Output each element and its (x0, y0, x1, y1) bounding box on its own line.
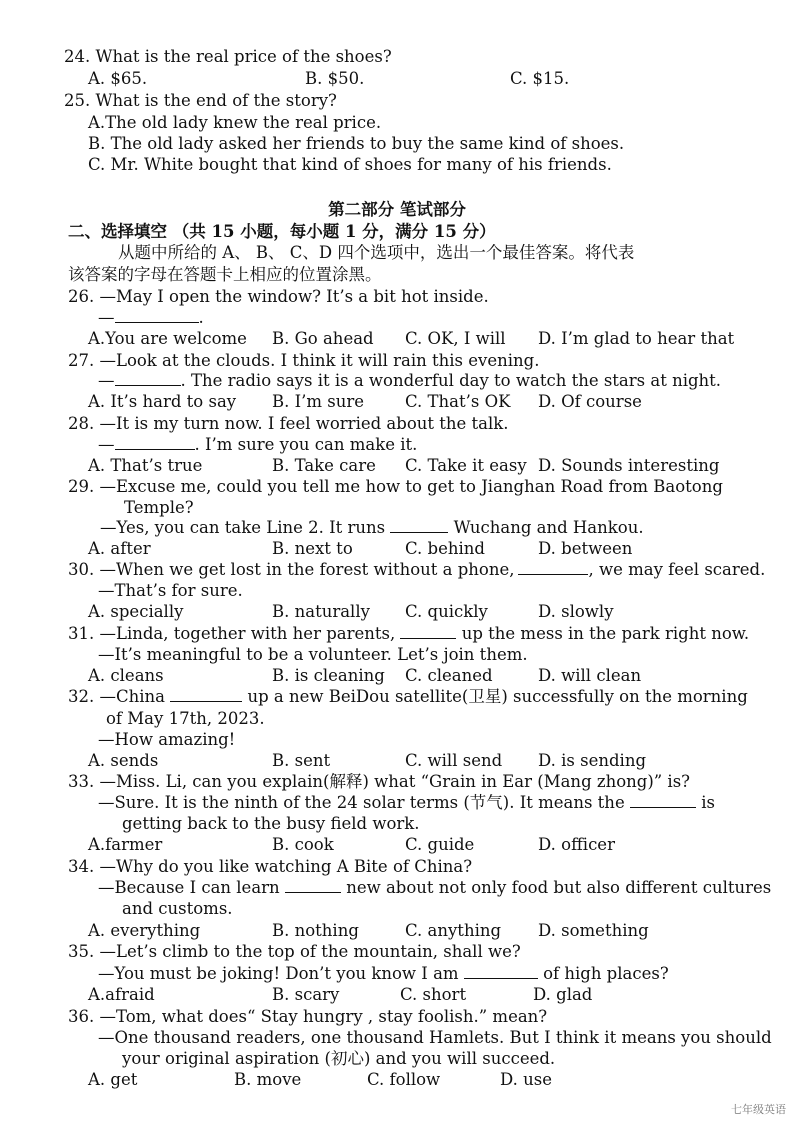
q29-option-b: B. next to (272, 539, 353, 558)
q24-option-c: C. $15. (510, 69, 570, 88)
q25-option-b: B. The old lady asked her friends to buy the same kind of shoes. (88, 134, 625, 153)
q25-option-a: A.The old lady knew the real price. (88, 113, 382, 132)
q35-option-c: C. short (400, 985, 467, 1004)
q30-option-d: D. slowly (538, 602, 614, 621)
q28-option-d: D. Sounds interesting (538, 456, 720, 475)
q28-line1: 28. —It is my turn now. I feel worried about the talk. (68, 414, 509, 433)
q33-line2: —Sure. It is the ninth of the 24 solar terms (节气). It means the is (98, 793, 715, 812)
q28-option-c: C. Take it easy (405, 456, 527, 475)
q27-line1: 27. —Look at the clouds. I think it will rain this evening. (68, 351, 540, 370)
q28-option-a: A. That’s true (88, 456, 203, 475)
q26-line2: — . (98, 308, 204, 327)
section-instruction-2: 该答案的字母在答题卡上相应的位置涂黑。 (68, 265, 382, 284)
q27-option-d: D. Of course (538, 392, 642, 411)
q33-line1: 33. —Miss. Li, can you explain(解释) what “Grain in Ear (Mang zhong)” is? (68, 772, 691, 791)
q29-line1: 29. —Excuse me, could you tell me how to get to Jianghan Road from Baotong (68, 477, 723, 496)
q36-option-b: B. move (234, 1070, 302, 1089)
q32-option-b: B. sent (272, 751, 331, 770)
answer-blank (115, 434, 195, 450)
q30-line1: 30. —When we get lost in the forest without a phone, , we may feel scared. (68, 560, 766, 579)
q32-option-d: D. is sending (538, 751, 647, 770)
q30-option-b: B. naturally (272, 602, 370, 621)
q34-option-d: D. something (538, 921, 649, 940)
q35-option-b: B. scary (272, 985, 340, 1004)
q29-line2: Temple? (124, 498, 194, 517)
q27-option-a: A. It’s hard to say (88, 392, 237, 411)
section-title: 二、选择填空 （共 15 小题，每小题 1 分，满分 15 分） (68, 222, 496, 241)
answer-blank (518, 559, 588, 575)
q35-line2: —You must be joking! Don’t you know I am of high places? (98, 964, 669, 983)
q29-option-c: C. behind (405, 539, 485, 558)
q26-option-a: A.You are welcome (88, 329, 247, 348)
q30-option-c: C. quickly (405, 602, 488, 621)
q25-stem: 25. What is the end of the story? (64, 91, 337, 110)
q24-option-b: B. $50. (305, 69, 365, 88)
q26-option-b: B. Go ahead (272, 329, 374, 348)
q31-line1: 31. —Linda, together with her parents, up the mess in the park right now. (68, 624, 750, 643)
q34-line1: 34. —Why do you like watching A Bite of China? (68, 857, 473, 876)
q26-option-d: D. I’m glad to hear that (538, 329, 735, 348)
q35-line1: 35. —Let’s climb to the top of the mountain, shall we? (68, 942, 521, 961)
q33-option-d: D. officer (538, 835, 615, 854)
q35-option-d: D. glad (533, 985, 593, 1004)
q24-option-a: A. $65. (88, 69, 148, 88)
q30-option-a: A. specially (88, 602, 184, 621)
q27-line2: — . The radio says it is a wonderful day to watch the stars at night. (98, 371, 722, 390)
q24-stem: 24. What is the real price of the shoes? (64, 47, 392, 66)
q29-option-a: A. after (88, 539, 151, 558)
q33-line3: getting back to the busy field work. (122, 814, 420, 833)
q27-option-b: B. I’m sure (272, 392, 365, 411)
answer-blank (115, 370, 181, 386)
q33-option-b: B. cook (272, 835, 334, 854)
q29-option-d: D. between (538, 539, 633, 558)
q31-line2: —It’s meaningful to be a volunteer. Let’s join them. (98, 645, 528, 664)
q26-option-c: C. OK, I will (405, 329, 506, 348)
answer-blank (170, 686, 242, 702)
q32-line3: —How amazing! (98, 730, 236, 749)
q36-option-a: A. get (88, 1070, 138, 1089)
q34-option-a: A. everything (88, 921, 201, 940)
q25-option-c: C. Mr. White bought that kind of shoes for many of his friends. (88, 155, 612, 174)
q29-line3: —Yes, you can take Line 2. It runs Wuchang and Hankou. (100, 518, 644, 537)
q34-line3: and customs. (122, 899, 233, 918)
q28-option-b: B. Take care (272, 456, 376, 475)
q28-line2: — . I’m sure you can make it. (98, 435, 418, 454)
q31-option-c: C. cleaned (405, 666, 493, 685)
q32-line1: 32. —China up a new BeiDou satellite(卫星) successfully on the morning (68, 687, 748, 706)
q31-option-a: A. cleans (88, 666, 164, 685)
q36-line3: your original aspiration (初心) and you will succeed. (122, 1049, 556, 1068)
q36-option-d: D. use (500, 1070, 552, 1089)
q31-option-d: D. will clean (538, 666, 642, 685)
section-instruction-1: 从题中所给的 A、 B、 C、D 四个选项中，选出一个最佳答案。将代表 (118, 243, 635, 262)
answer-blank (630, 792, 696, 808)
q36-option-c: C. follow (367, 1070, 441, 1089)
answer-blank (400, 623, 456, 639)
q26-line1: 26. —May I open the window? It’s a bit hot inside. (68, 287, 489, 306)
q27-option-c: C. That’s OK (405, 392, 511, 411)
q35-option-a: A.afraid (88, 985, 155, 1004)
q32-option-c: C. will send (405, 751, 503, 770)
answer-blank (115, 307, 199, 323)
q34-option-b: B. nothing (272, 921, 359, 940)
q34-line2: —Because I can learn new about not only food but also different cultures (98, 878, 772, 897)
q33-option-c: C. guide (405, 835, 475, 854)
answer-blank (285, 877, 341, 893)
q32-line2: of May 17th, 2023. (106, 709, 265, 728)
q33-option-a: A.farmer (88, 835, 163, 854)
q34-option-c: C. anything (405, 921, 502, 940)
q36-line1: 36. —Tom, what does“ Stay hungry , stay foolish.” mean? (68, 1007, 548, 1026)
page-footer: 七年级英语 (731, 1103, 786, 1116)
q31-option-b: B. is cleaning (272, 666, 385, 685)
answer-blank (390, 517, 448, 533)
q30-line2: —That’s for sure. (98, 581, 243, 600)
q32-option-a: A. sends (88, 751, 159, 770)
answer-blank (464, 963, 538, 979)
part2-title: 第二部分 笔试部分 (328, 200, 466, 219)
q36-line2: —One thousand readers, one thousand Hamlets. But I think it means you should (98, 1028, 772, 1047)
